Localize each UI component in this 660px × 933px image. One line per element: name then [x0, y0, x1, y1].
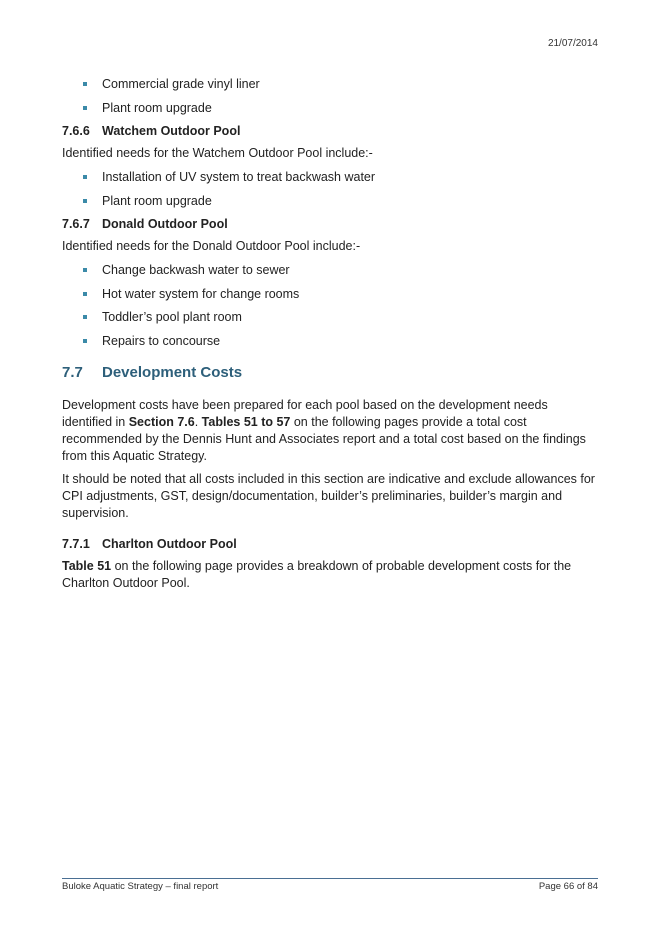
square-bullet-icon [83, 175, 87, 179]
list-item: Toddler’s pool plant room [62, 309, 598, 325]
section-heading-7-7: 7.7 Development Costs [62, 363, 243, 381]
paragraph: It should be noted that all costs included in this section are indicative and exclude allowances for CPI adjustments, GST, design/documentation, builder’s preliminaries, builder’s margin and supervision. [62, 471, 595, 520]
list-item: Plant room upgrade [62, 100, 598, 116]
list-item: Repairs to concourse [62, 333, 598, 349]
bullet-list [62, 169, 598, 209]
list-item: Commercial grade vinyl liner [62, 76, 598, 92]
square-bullet-icon [83, 82, 87, 86]
section-heading-7-6-7: 7.6.7 Donald Outdoor Pool [62, 217, 228, 231]
section-heading-7-6-6: 7.6.6 Watchem Outdoor Pool [62, 124, 241, 138]
square-bullet-icon [83, 268, 87, 272]
header-date: 21/07/2014 [547, 38, 598, 49]
square-bullet-icon [83, 315, 87, 319]
list-item: Hot water system for change rooms [62, 286, 598, 302]
bullet-list [62, 76, 598, 116]
section-heading-7-7-1: 7.7.1 Charlton Outdoor Pool [62, 536, 237, 551]
square-bullet-icon [83, 339, 87, 343]
bullet-list [62, 262, 598, 349]
page-number: Page 66 of 84 [538, 881, 598, 892]
list-item: Change backwash water to sewer [62, 262, 598, 278]
paragraph: Table 51 on the following page provides a breakdown of probable development costs for the Charlton Outdoor Pool. [62, 558, 572, 590]
list-item: Installation of UV system to treat backwash water [62, 169, 598, 185]
list-item: Plant room upgrade [62, 193, 598, 209]
square-bullet-icon [83, 292, 87, 296]
section-intro: Identified needs for the Donald Outdoor Pool include:- [62, 239, 361, 253]
square-bullet-icon [83, 199, 87, 203]
square-bullet-icon [83, 106, 87, 110]
footer-rule [62, 878, 598, 879]
page-content [62, 76, 598, 598]
section-intro: Identified needs for the Watchem Outdoor Pool include:- [62, 146, 373, 160]
footer-title: Buloke Aquatic Strategy – final report [62, 881, 219, 892]
paragraph: Development costs have been prepared for each pool based on the development needs identified in Section 7.6. Tables 51 to 57 on the following pages provide a total cost recommended by the Dennis Hunt and Associates report and a total cost based on the findings from this Aquatic Strategy. [62, 397, 586, 463]
